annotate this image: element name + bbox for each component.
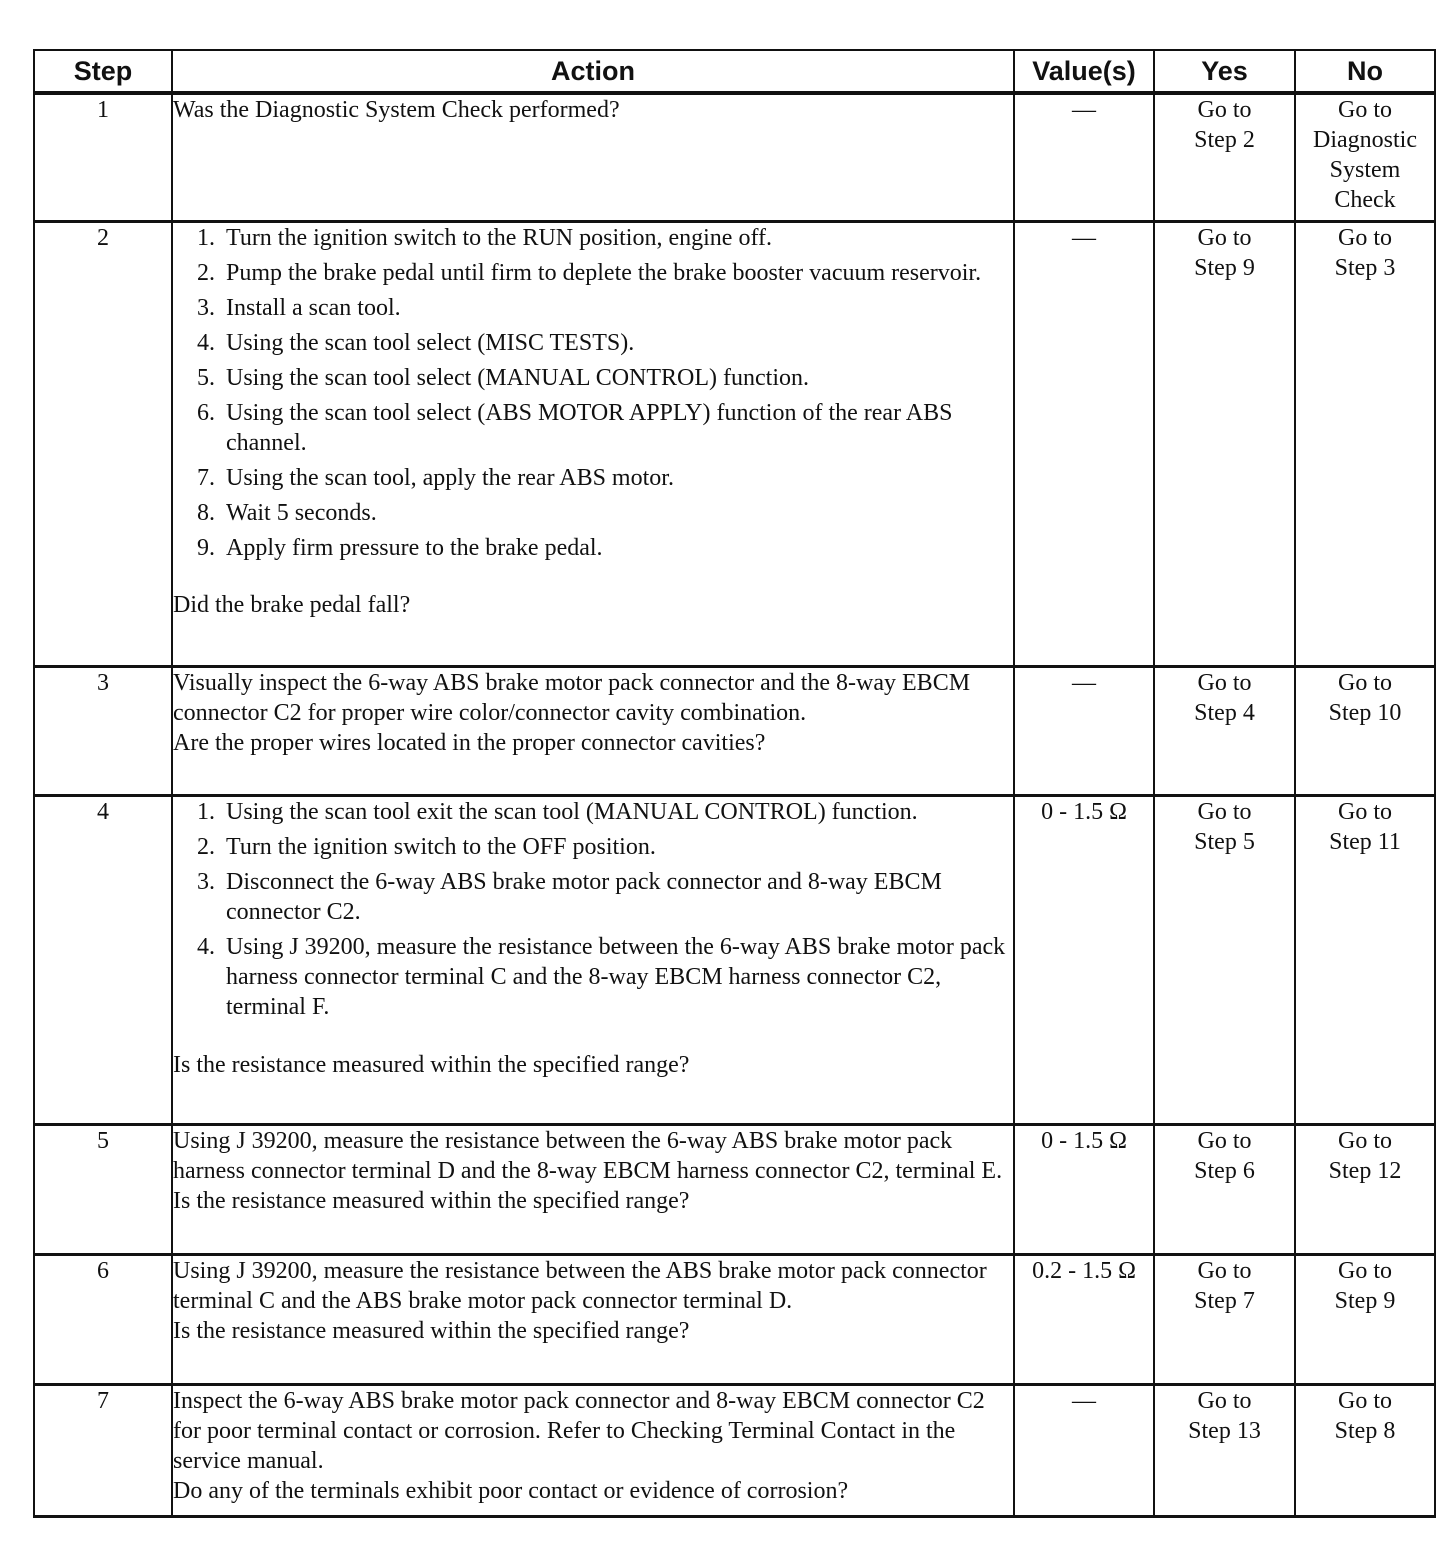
no-line: Go to [1338, 798, 1392, 825]
no-line: Diagnostic [1313, 127, 1417, 153]
value-cell: 0 - 1.5 Ω [1014, 795, 1154, 1124]
step-number: 4 [34, 795, 172, 1124]
no-line: Check [1334, 187, 1396, 213]
table-row [34, 221, 1435, 666]
no-cell [1295, 221, 1435, 666]
value-cell: 0.2 - 1.5 Ω [1014, 1254, 1154, 1384]
action-cell [172, 1124, 1014, 1254]
value-cell: — [1014, 93, 1154, 221]
step-number: 6 [34, 1254, 172, 1384]
no-line: Go to [1338, 1257, 1392, 1284]
action-cell [172, 221, 1014, 666]
no-line: Step 12 [1328, 1157, 1402, 1184]
table-row [34, 1384, 1435, 1516]
header-no: No [1295, 50, 1435, 93]
no-line: Step 11 [1329, 828, 1401, 855]
yes-cell [1154, 795, 1295, 1124]
substep: 9. Apply firm pressure to the brake pedal. [197, 534, 603, 561]
header-step: Step [34, 50, 172, 93]
substep-list [173, 797, 1013, 1022]
yes-cell [1154, 666, 1295, 795]
substep: 1. Using the scan tool exit the scan tool (MANUAL CONTROL) function. [197, 798, 918, 825]
yes-line: Step 2 [1194, 127, 1255, 153]
header-yes: Yes [1154, 50, 1295, 93]
question-text: Is the resistance measured within the specified range? [173, 1051, 690, 1078]
no-line: Step 8 [1334, 1417, 1396, 1444]
value-cell: 0 - 1.5 Ω [1014, 1124, 1154, 1254]
substep: 5. Using the scan tool select (MANUAL CONTROL) function. [197, 364, 810, 391]
no-line: Go to [1338, 97, 1392, 123]
no-cell [1295, 93, 1435, 221]
table-row [34, 666, 1435, 795]
yes-line: Step 7 [1194, 1287, 1255, 1314]
step-number: 2 [34, 221, 172, 666]
action-cell [172, 1254, 1014, 1384]
step-number: 7 [34, 1384, 172, 1516]
yes-line: Step 4 [1194, 699, 1255, 726]
no-line: Go to [1338, 1387, 1392, 1414]
no-cell [1295, 1254, 1435, 1384]
yes-line: Go to [1197, 1127, 1252, 1154]
no-cell [1295, 666, 1435, 795]
substep: 1. Turn the ignition switch to the RUN position, engine off. [197, 224, 772, 251]
question-text: Is the resistance measured within the specified range? [173, 1317, 690, 1344]
question-text: Do any of the terminals exhibit poor contact or evidence of corrosion? [173, 1477, 849, 1504]
table-row [34, 93, 1435, 221]
yes-line: Step 13 [1188, 1417, 1261, 1444]
no-line: System [1329, 157, 1401, 183]
no-line: Go to [1338, 1127, 1392, 1154]
substep: 3. Install a scan tool. [197, 294, 401, 321]
question-text: Did the brake pedal fall? [173, 591, 411, 618]
diagnostic-table [33, 49, 1436, 1518]
action-text: Using J 39200, measure the resistance between the 6-way ABS brake motor pack harness connector terminal D and the 8-way EBCM harness connector C2, terminal E. [173, 1127, 1003, 1184]
yes-cell [1154, 93, 1295, 221]
value-cell: — [1014, 1384, 1154, 1516]
no-line: Step 9 [1334, 1287, 1396, 1314]
substep: 4. Using J 39200, measure the resistance between the 6-way ABS brake motor pack harness connector terminal C and the 8-way EBCM harness connector C2, terminal F. [197, 933, 1006, 1020]
no-cell [1295, 1384, 1435, 1516]
action-text: Was the Diagnostic System Check performed? [173, 97, 620, 123]
yes-line: Go to [1197, 798, 1252, 825]
yes-cell [1154, 221, 1295, 666]
step-number: 3 [34, 666, 172, 795]
yes-cell [1154, 1254, 1295, 1384]
question-text: Is the resistance measured within the specified range? [173, 1187, 690, 1214]
no-line: Step 10 [1328, 699, 1402, 726]
action-cell [172, 795, 1014, 1124]
yes-cell [1154, 1384, 1295, 1516]
substep-list [173, 223, 1013, 563]
substep: 6. Using the scan tool select (ABS MOTOR APPLY) function of the rear ABS channel. [197, 399, 953, 456]
header-action: Action [172, 50, 1014, 93]
no-line: Go to [1338, 669, 1392, 696]
substep: 2. Turn the ignition switch to the OFF position. [197, 833, 656, 860]
yes-line: Go to [1197, 224, 1252, 251]
yes-cell [1154, 1124, 1295, 1254]
table-row [34, 1254, 1435, 1384]
step-number: 5 [34, 1124, 172, 1254]
substep: 8. Wait 5 seconds. [197, 499, 377, 526]
action-cell [172, 666, 1014, 795]
substep: 4. Using the scan tool select (MISC TESTS). [197, 329, 635, 356]
yes-line: Go to [1197, 669, 1252, 696]
substep: 3. Disconnect the 6-way ABS brake motor pack connector and 8-way EBCM connector C2. [197, 868, 942, 925]
header-row [34, 50, 1435, 93]
step-number: 1 [34, 93, 172, 221]
yes-line: Go to [1197, 1387, 1252, 1414]
table-row [34, 795, 1435, 1124]
action-text: Inspect the 6-way ABS brake motor pack connector and 8-way EBCM connector C2 for poor terminal contact or corrosion. Refer to Checking Terminal Contact in the service manual. [173, 1387, 985, 1474]
yes-line: Step 6 [1194, 1157, 1255, 1184]
no-cell [1295, 795, 1435, 1124]
no-line: Go to [1338, 224, 1392, 251]
action-text: Using J 39200, measure the resistance between the ABS brake motor pack connector terminal C and the ABS brake motor pack connector terminal D. [173, 1257, 987, 1314]
header-values: Value(s) [1014, 50, 1154, 93]
table-row [34, 1124, 1435, 1254]
value-cell: — [1014, 221, 1154, 666]
action-cell [172, 93, 1014, 221]
yes-line: Step 5 [1194, 828, 1255, 855]
action-text: Visually inspect the 6-way ABS brake motor pack connector and the 8-way EBCM connector C2 for proper wire color/connector cavity combination. [173, 669, 971, 726]
question-text: Are the proper wires located in the proper connector cavities? [173, 729, 766, 756]
substep: 7. Using the scan tool, apply the rear ABS motor. [197, 464, 674, 491]
action-cell [172, 1384, 1014, 1516]
value-cell: — [1014, 666, 1154, 795]
yes-line: Go to [1197, 97, 1252, 123]
yes-line: Step 9 [1194, 254, 1255, 281]
no-cell [1295, 1124, 1435, 1254]
no-line: Step 3 [1334, 254, 1396, 281]
substep: 2. Pump the brake pedal until firm to deplete the brake booster vacuum reservoir. [197, 259, 982, 286]
yes-line: Go to [1197, 1257, 1252, 1284]
